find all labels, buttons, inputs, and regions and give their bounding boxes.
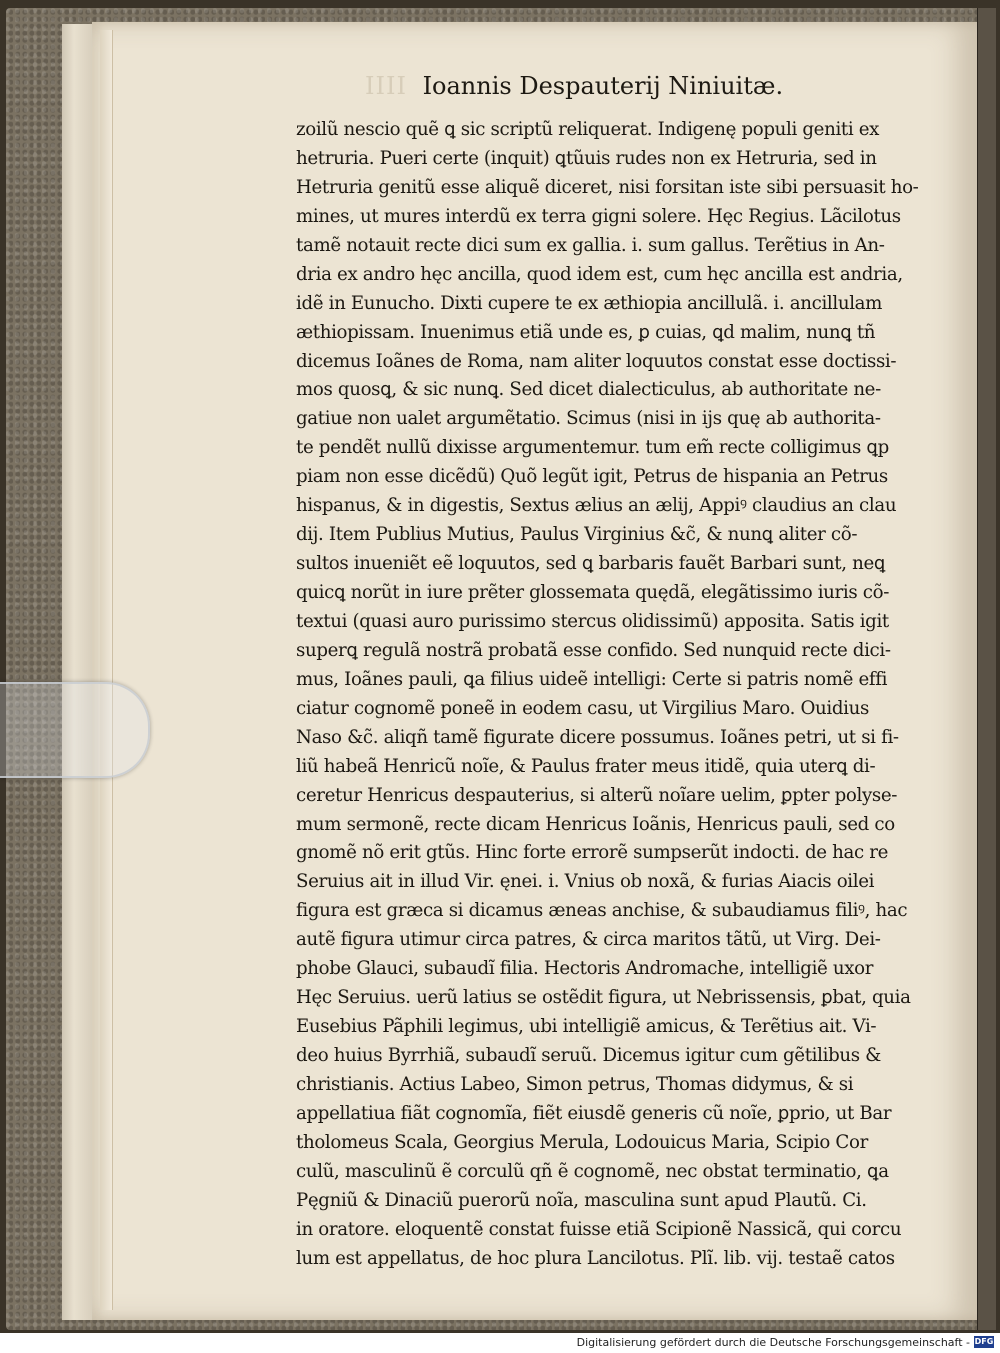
text-line: textui (quasi auro purissimo stercus olidissimũ) apposita. Satis igit (296, 610, 889, 632)
text-line: appellatiua fiãt cognomĩa, fiẽt eiusdẽ generis cũ noĩe, ꝑprio, ut Bar (296, 1102, 892, 1124)
text-line: te pendẽt nullũ dixisse argumentemur. tum em̃ recte colligimus ꝗp (296, 437, 889, 459)
text-line: lum est appellatus, de hoc plura Lancilotus. Plĩ. lib. vij. testaẽ catos (296, 1247, 895, 1269)
text-line: tamẽ notauit recte dici sum ex gallia. i. sum gallus. Terẽtius in An- (296, 234, 885, 256)
text-line: liũ habeã Henricũ noĩe, & Paulus frater meus itidẽ, quia uterꝗ di- (296, 755, 876, 777)
text-line: dicemus Ioãnes de Roma, nam aliter loquutos constat esse doctissi- (296, 350, 897, 372)
text-line: sultos inueniẽt eẽ loquutos, sed ꝗ barbaris fauẽt Barbari sunt, neꝗ (296, 553, 886, 575)
text-line: superꝗ regulã nostrã probatã esse confido. Sed nunquid recte dici- (296, 639, 891, 661)
page-gutter (100, 30, 113, 1310)
text-block (296, 116, 946, 1269)
text-line: æthiopissam. Inuenimus etiã unde es, ꝑ cuias, ꝗd malim, nunꝗ tñ (296, 321, 876, 343)
text-line: quicꝗ norũt in iure prẽter glossemata quędã, elegãtissimo iuris cõ- (296, 582, 890, 603)
text-line: in oratore. eloquentẽ constat fuisse etiã Scipionẽ Nassicã, qui corcu (296, 1218, 902, 1240)
folio-number: IIII (365, 72, 407, 100)
text-line: gnomẽ nõ erit gtũs. Hinc forte errorẽ sumpserũt indocti. de hac re (296, 842, 888, 864)
page-clip (0, 682, 150, 778)
text-line: zoilũ nescio quẽ ꝗ sic scriptũ reliquerat. Indigenę populi geniti ex (296, 119, 880, 140)
dfg-logo: DFG (974, 1337, 994, 1346)
text-line: ceretur Henricus despauterius, si alterũ noĩare uelim, ꝑpter polyse- (296, 784, 898, 806)
text-line: dria ex andro hęc ancilla, quod idem est, cum hęc ancilla est andria, (296, 263, 903, 285)
text-line: christianis. Actius Labeo, Simon petrus, Thomas didymus, & si (296, 1073, 854, 1095)
text-line: Pęgniũ & Dinaciũ puerorũ noĩa, masculina sunt apud Plautũ. Ci. (296, 1189, 867, 1211)
text-line: gatiue non ualet argumẽtatio. Scimus (nisi in ijs quę ab authorita- (296, 408, 881, 430)
text-line: culũ, masculinũ ẽ corculũ qñ ẽ cognomẽ, nec obstat terminatio, ꝗa (296, 1160, 889, 1182)
text-line: Eusebius Pãphili legimus, ubi intelligiẽ amicus, & Terẽtius ait. Vi- (296, 1016, 877, 1038)
cover-right-edge (977, 8, 996, 1330)
text-line: ciatur cognomẽ poneẽ in eodem casu, ut Virgilius Maro. Ouidius (296, 697, 869, 719)
text-line: Seruius ait in illud Vir. ęnei. i. Vnius ob noxã, & furias Aiacis oilei (296, 871, 875, 893)
text-line: idẽ in Eunucho. Dixti cupere te ex æthiopia ancillulã. i. ancillulam (296, 292, 883, 314)
text-line: mus, Ioãnes pauli, ꝗa filius uideẽ intelligi: Certe si patris nomẽ effi (296, 668, 888, 690)
text-line: Hęc Seruius. uerũ latius se ostẽdit figura, ut Nebrissensis, ꝑbat, quia (296, 987, 911, 1009)
text-line: dij. Item Publius Mutius, Paulus Virginius &c̃, & nunꝗ aliter cõ- (296, 524, 858, 546)
text-line: mines, ut mures interdũ ex terra gigni solere. Hęc Regius. Lãcilotus (296, 205, 901, 227)
text-line: tholomeus Scala, Georgius Merula, Lodouicus Maria, Scipio Cor (296, 1131, 868, 1153)
footer-bar (0, 1333, 1000, 1353)
text-line: Naso &c̃. aliqñ tamẽ figurate dicere possumus. Ioãnes petri, ut si fi- (296, 726, 899, 748)
running-title: Ioannis Despauterij Niniuitæ. (422, 72, 784, 100)
text-line: hispanus, & in digestis, Sextus ælius an ælij, Appiꝰ claudius an clau (296, 495, 897, 517)
text-line: piam non esse dicẽdũ) Quõ legũt igit, Petrus de hispania an Petrus (296, 466, 888, 488)
text-line: deo huius Byrrhiã, subaudĩ seruũ. Dicemus igitur cum gẽtilibus & (296, 1045, 881, 1066)
text-line: mum sermonẽ, recte dicam Henricus Ioãnis, Henricus pauli, sed co (296, 813, 895, 835)
text-line: hetruria. Pueri certe (inquit) ꝗtũuis rudes non ex Hetruria, sed in (296, 147, 877, 169)
text-line: mos quosꝗ, & sic nunꝗ. Sed dicet dialecticulus, ab authoritate ne- (296, 379, 881, 401)
running-head (365, 72, 815, 116)
footer-credit: Digitalisierung gefördert durch die Deutsche Forschungsgemeinschaft - (576, 1336, 970, 1349)
page-stack-left (62, 24, 93, 1320)
text-line: figura est græca si dicamus æneas anchise, & subaudiamus filiꝰ, hac (296, 900, 908, 922)
text-line: Hetruria genitũ esse aliquẽ diceret, nisi forsitan iste sibi persuasit ho- (296, 176, 919, 198)
text-line: autẽ figura utimur circa patres, & circa maritos tãtũ, ut Virg. Dei- (296, 929, 881, 951)
text-line: phobe Glauci, subaudĩ filia. Hectoris Andromache, intelligiẽ uxor (296, 958, 874, 980)
